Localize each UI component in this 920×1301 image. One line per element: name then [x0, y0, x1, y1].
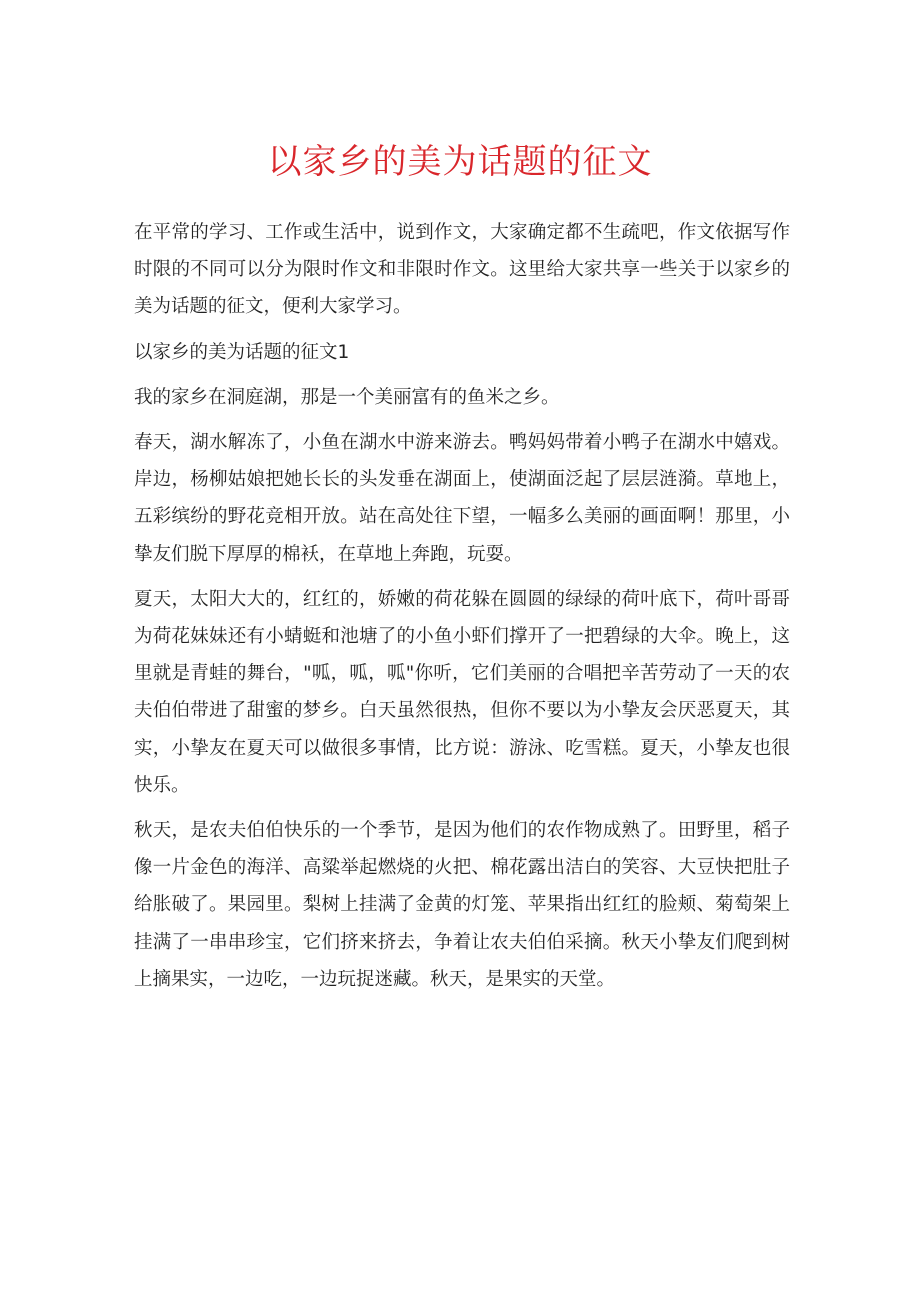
intro-paragraph: 在平常的学习、工作或生活中，说到作文，大家确定都不生疏吧，作文依据写作时限的不同可以分为限时作文和非限时作文。这里给大家共享一些关于以家乡的美为话题的征文，便利大家学习。	[134, 222, 790, 318]
paragraph-autumn: 秋天，是农夫伯伯快乐的一个季节，是因为他们的农作物成熟了。田野里，稻子像一片金色的海洋、高粱举起燃烧的火把、棉花露出洁白的笑容、大豆快把肚子给胀破了。果园里。梨树上挂满了金黄的灯笼、苹果指出红红的脸颊、菊萄架上挂满了一串串珍宝，它们挤来挤去，争着让农夫伯伯采摘。秋天小挚友们爬到树上摘果实，一边吃，一边玩捉迷藏。秋天，是果实的天堂。	[134, 820, 790, 990]
document-title: 以家乡的美为话题的征文	[267, 142, 653, 182]
document-body	[134, 214, 790, 1006]
paragraph-summer: 夏天，太阳大大的，红红的，娇嫩的荷花躲在圆圆的绿绿的荷叶底下，荷叶哥哥为荷花妹妹还有小蜻蜓和池塘了的小鱼小虾们撑开了一把碧绿的大伞。晚上，这里就是青蛙的舞台，"呱，呱，呱"你听，它们美丽的合唱把辛苦劳动了一天的农夫伯伯带进了甜蜜的梦乡。白天虽然很热，但你不要以为小挚友会厌恶夏天，其实，小挚友在夏天可以做很多事情，比方说：游泳、吃雪糕。夏天，小挚友也很快乐。	[134, 588, 790, 796]
essay-heading: 以家乡的美为话题的征文1	[134, 341, 350, 363]
paragraph-spring: 春天，湖水解冻了，小鱼在湖水中游来游去。鸭妈妈带着小鸭子在湖水中嬉戏。岸边，杨柳姑娘把她长长的头发垂在湖面上，使湖面泛起了层层涟漪。草地上，五彩缤纷的野花竞相开放。站在高处往下望，一幅多么美丽的画面啊！那里，小挚友们脱下厚厚的棉袄，在草地上奔跑，玩耍。	[134, 432, 790, 565]
paragraph-hometown: 我的家乡在洞庭湖，那是一个美丽富有的鱼米之乡。	[134, 386, 560, 408]
